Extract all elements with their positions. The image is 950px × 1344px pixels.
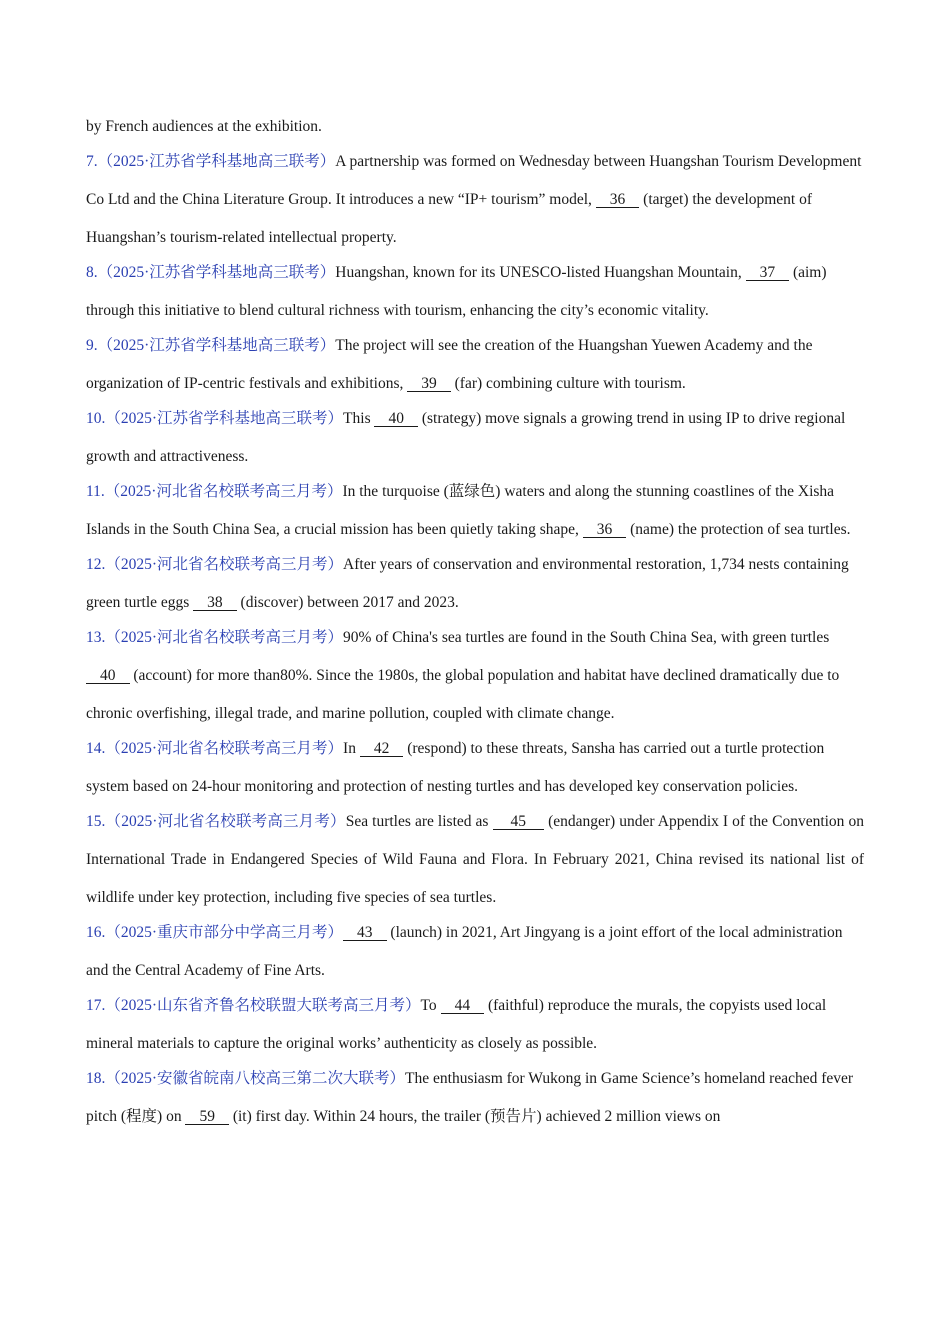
exercise-item xyxy=(86,803,864,917)
exercise-item xyxy=(86,619,864,733)
answer-blank: 42 xyxy=(360,741,404,757)
item-text: The enthusiasm for Wukong in Game Science’s homeland reached fever pitch (程度) on xyxy=(86,1070,854,1125)
answer-blank: 36 xyxy=(596,192,640,208)
answer-blank: 44 xyxy=(441,998,485,1014)
item-source-label: 13.（2025·河北省名校联考高三月考） xyxy=(86,629,344,646)
item-source-label: 12.（2025·河北省名校联考高三月考） xyxy=(86,556,344,573)
item-text: (respond) to these threats, Sansha has carried out a turtle protection system based on 24-hour monitoring and protection of nesting turtles and has developed key conservation policies. xyxy=(86,740,825,795)
item-source-label: 8.（2025·江苏省学科基地高三联考） xyxy=(86,264,336,281)
exercise-item xyxy=(86,1060,864,1136)
item-text: (far) combining culture with tourism. xyxy=(450,375,686,392)
exercise-item xyxy=(86,987,864,1063)
item-text: (target) the development of Huangshan’s tourism-related intellectual property. xyxy=(86,191,813,246)
item-text: (launch) in 2021, Art Jingyang is a joint effort of the local administration and the Central Academy of Fine Arts. xyxy=(86,924,843,979)
item-text: (endanger) under Appendix I of the Convention on International Trade in Endangered Species of Wild Fauna and Flora. In February 2021, China revised its national list of wildlife under key protection, including five species of sea turtles. xyxy=(86,813,864,906)
exercise-item xyxy=(86,546,864,622)
item-text: To xyxy=(420,997,441,1014)
exercise-item xyxy=(86,473,864,549)
item-text: by French audiences at the exhibition. xyxy=(86,118,322,135)
item-source-label: 17.（2025·山东省齐鲁名校联盟大联考高三月考） xyxy=(86,997,421,1014)
item-text: This xyxy=(343,410,375,427)
item-source-label: 9.（2025·江苏省学科基地高三联考） xyxy=(86,337,336,354)
item-text: After years of conservation and environmental restoration, 1,734 nests containing green turtle eggs xyxy=(86,556,849,611)
exercise-item xyxy=(86,400,864,476)
exercise-item xyxy=(86,730,864,806)
item-source-label: 10.（2025·江苏省学科基地高三联考） xyxy=(86,410,344,427)
answer-blank: 43 xyxy=(343,925,387,941)
item-source-label: 16.（2025·重庆市部分中学高三月考） xyxy=(86,924,344,941)
exercise-item xyxy=(86,143,864,257)
item-text: (discover) between 2017 and 2023. xyxy=(236,594,459,611)
exercise-item xyxy=(86,327,864,403)
exercise-item xyxy=(86,914,864,990)
item-text: (strategy) move signals a growing trend in using IP to drive regional growth and attractiveness. xyxy=(86,410,846,465)
item-text: (aim) through this initiative to blend cultural richness with tourism, enhancing the city’s economic vitality. xyxy=(86,264,827,319)
exercise-list xyxy=(86,108,864,1133)
answer-blank: 36 xyxy=(583,522,627,538)
item-text: In the turquoise (蓝绿色) waters and along the stunning coastlines of the Xisha Islands in the South China Sea, a crucial mission has been quietly taking shape, xyxy=(86,483,835,538)
item-source-label: 15.（2025·河北省名校联考高三月考） xyxy=(86,813,346,830)
exercise-item xyxy=(86,254,864,330)
item-text: A partnership was formed on Wednesday between Huangshan Tourism Development Co Ltd and the China Literature Group. It introduces a new “IP+ tourism” model, xyxy=(86,153,862,208)
answer-blank: 45 xyxy=(493,814,545,830)
item-source-label: 14.（2025·河北省名校联考高三月考） xyxy=(86,740,344,757)
item-text: (it) first day. Within 24 hours, the trailer (预告片) achieved 2 million views on xyxy=(228,1108,721,1125)
item-text: 90% of China's sea turtles are found in the South China Sea, with green turtles xyxy=(343,629,830,646)
item-source-label: 7.（2025·江苏省学科基地高三联考） xyxy=(86,153,336,170)
item-source-label: 18.（2025·安徽省皖南八校高三第二次大联考） xyxy=(86,1070,406,1087)
answer-blank: 40 xyxy=(374,411,418,427)
answer-blank: 38 xyxy=(193,595,237,611)
answer-blank: 39 xyxy=(407,376,451,392)
item-text: Huangshan, known for its UNESCO-listed Huangshan Mountain, xyxy=(335,264,746,281)
answer-blank: 37 xyxy=(746,265,790,281)
item-text: (faithful) reproduce the murals, the copyists used local mineral materials to capture the original works’ authenticity as closely as possible. xyxy=(86,997,827,1052)
item-text: (account) for more than80%. Since the 1980s, the global population and habitat have declined dramatically due to chronic overfishing, illegal trade, and marine pollution, coupled with climate change. xyxy=(86,667,840,722)
item-text: Sea turtles are listed as xyxy=(345,813,493,830)
item-text: (name) the protection of sea turtles. xyxy=(626,521,851,538)
continued-paragraph xyxy=(86,108,864,146)
answer-blank: 40 xyxy=(86,668,130,684)
item-text: The project will see the creation of the Huangshan Yuewen Academy and the organization of IP-centric festivals and exhibitions, xyxy=(86,337,813,392)
answer-blank: 59 xyxy=(185,1109,229,1125)
item-source-label: 11.（2025·河北省名校联考高三月考） xyxy=(86,483,343,500)
item-text: In xyxy=(343,740,360,757)
